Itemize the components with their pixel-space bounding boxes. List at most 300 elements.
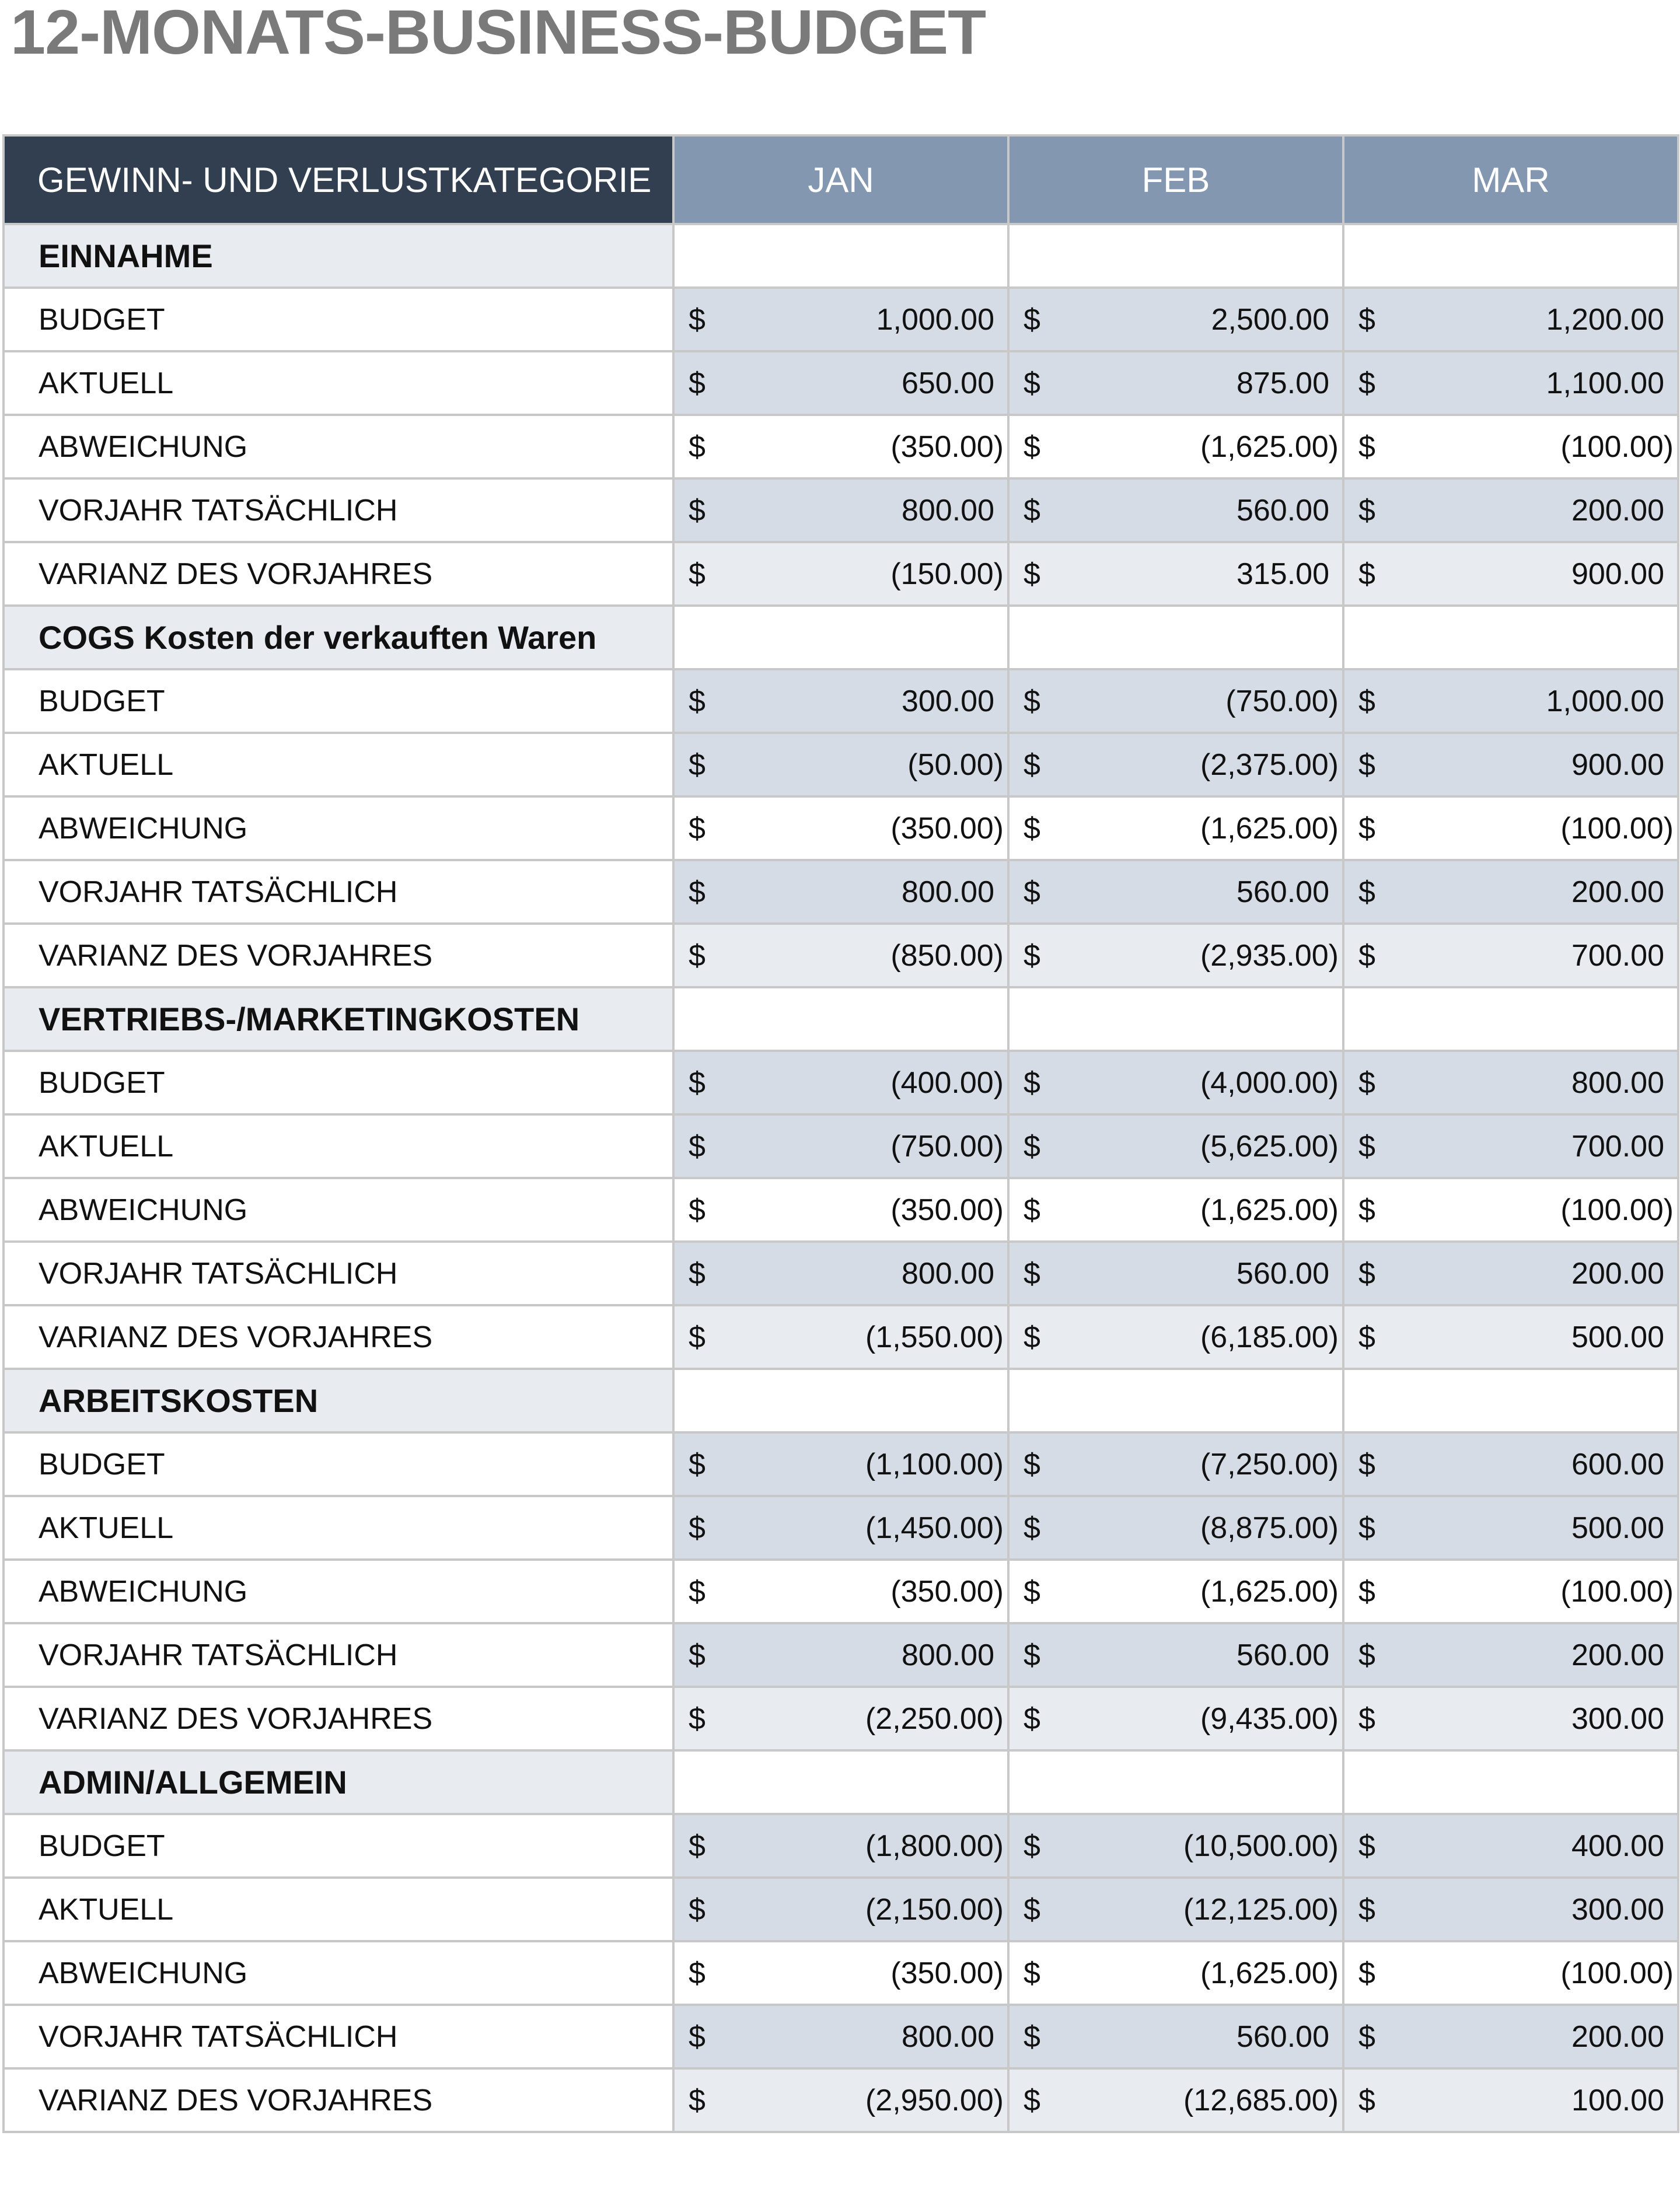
value-cell[interactable] — [1343, 796, 1678, 860]
amount-value: (350.00) — [890, 429, 1004, 464]
amount-value: 560.00 — [1236, 875, 1329, 909]
value-cell[interactable] — [1008, 351, 1343, 415]
table-row — [4, 1305, 1678, 1369]
currency-symbol: $ — [689, 1829, 705, 1863]
amount-value: 600.00 — [1571, 1447, 1664, 1481]
value-cell[interactable] — [1008, 1560, 1343, 1623]
amount-value: (100.00) — [1560, 1956, 1674, 1990]
empty-cell[interactable] — [1008, 224, 1343, 288]
table-row — [4, 1242, 1678, 1305]
value-cell[interactable] — [1008, 860, 1343, 924]
table-row — [4, 2005, 1678, 2068]
table-row — [4, 669, 1678, 733]
amount-value: (750.00) — [1225, 684, 1339, 718]
value-cell[interactable] — [1343, 1178, 1678, 1242]
amount-value: (1,625.00) — [1200, 811, 1339, 845]
table-row — [4, 1814, 1678, 1878]
value-cell[interactable] — [1008, 1687, 1343, 1750]
value-cell[interactable] — [1343, 924, 1678, 987]
row-label: AKTUELL — [4, 351, 673, 415]
currency-symbol: $ — [1024, 2083, 1040, 2117]
currency-symbol: $ — [1358, 1256, 1375, 1291]
amount-value: 800.00 — [901, 1638, 994, 1672]
amount-value: (1,100.00) — [865, 1447, 1004, 1481]
section-row — [4, 1750, 1678, 1814]
amount-value: (50.00) — [907, 747, 1004, 782]
value-cell[interactable] — [673, 1432, 1008, 1496]
row-label: AKTUELL — [4, 733, 673, 796]
value-cell[interactable] — [1008, 1941, 1343, 2005]
row-label: VORJAHR TATSÄCHLICH — [4, 2005, 673, 2068]
amount-value: (1,625.00) — [1200, 1574, 1339, 1609]
section-row — [4, 606, 1678, 669]
section-row — [4, 1369, 1678, 1432]
table-row — [4, 415, 1678, 478]
currency-symbol: $ — [689, 1511, 705, 1545]
currency-symbol: $ — [689, 302, 705, 337]
amount-value: (2,375.00) — [1200, 747, 1339, 782]
value-cell[interactable] — [673, 415, 1008, 478]
currency-symbol: $ — [689, 1129, 705, 1163]
empty-cell[interactable] — [1008, 987, 1343, 1051]
amount-value: 560.00 — [1236, 1638, 1329, 1672]
value-cell[interactable] — [1343, 1114, 1678, 1178]
currency-symbol: $ — [1024, 1447, 1040, 1481]
currency-symbol: $ — [1024, 747, 1040, 782]
row-label: ABWEICHUNG — [4, 1941, 673, 2005]
column-header-mar: MAR — [1343, 135, 1678, 224]
empty-cell[interactable] — [673, 1750, 1008, 1814]
currency-symbol: $ — [689, 1892, 705, 1927]
value-cell[interactable] — [1008, 1432, 1343, 1496]
amount-value: 2,500.00 — [1211, 302, 1329, 337]
section-title: ARBEITSKOSTEN — [4, 1369, 673, 1432]
value-cell[interactable] — [1008, 288, 1343, 351]
currency-symbol: $ — [689, 1638, 705, 1672]
currency-symbol: $ — [1024, 1574, 1040, 1609]
value-cell[interactable] — [673, 1560, 1008, 1623]
value-cell[interactable] — [1008, 1114, 1343, 1178]
amount-value: (750.00) — [890, 1129, 1004, 1163]
currency-symbol: $ — [1358, 1638, 1375, 1672]
currency-symbol: $ — [1358, 1447, 1375, 1481]
currency-symbol: $ — [1024, 1193, 1040, 1227]
value-cell[interactable] — [1343, 542, 1678, 606]
currency-symbol: $ — [1358, 493, 1375, 527]
row-label: BUDGET — [4, 1051, 673, 1114]
currency-symbol: $ — [1024, 1320, 1040, 1354]
row-label: VARIANZ DES VORJAHRES — [4, 1305, 673, 1369]
amount-value: 300.00 — [901, 684, 994, 718]
currency-symbol: $ — [689, 493, 705, 527]
currency-symbol: $ — [1024, 1892, 1040, 1927]
row-label: BUDGET — [4, 669, 673, 733]
amount-value: 500.00 — [1571, 1320, 1664, 1354]
value-cell[interactable] — [1008, 1623, 1343, 1687]
empty-cell[interactable] — [1008, 606, 1343, 669]
value-cell[interactable] — [673, 1814, 1008, 1878]
value-cell[interactable] — [1008, 2068, 1343, 2132]
row-label: VARIANZ DES VORJAHRES — [4, 1687, 673, 1750]
table-row — [4, 351, 1678, 415]
currency-symbol: $ — [1358, 2083, 1375, 2117]
amount-value: 800.00 — [901, 493, 994, 527]
row-label: VARIANZ DES VORJAHRES — [4, 924, 673, 987]
value-cell[interactable] — [1343, 1496, 1678, 1560]
value-cell[interactable] — [1008, 733, 1343, 796]
amount-value: (350.00) — [890, 1193, 1004, 1227]
table-row — [4, 1114, 1678, 1178]
currency-symbol: $ — [1024, 684, 1040, 718]
currency-symbol: $ — [689, 1065, 705, 1100]
table-row — [4, 478, 1678, 542]
value-cell[interactable] — [1008, 1051, 1343, 1114]
value-cell[interactable] — [673, 351, 1008, 415]
amount-value: (350.00) — [890, 811, 1004, 845]
table-row — [4, 1178, 1678, 1242]
value-cell[interactable] — [673, 1941, 1008, 2005]
row-label: AKTUELL — [4, 1496, 673, 1560]
value-cell[interactable] — [1008, 542, 1343, 606]
currency-symbol: $ — [689, 429, 705, 464]
value-cell[interactable] — [673, 1623, 1008, 1687]
amount-value: (12,685.00) — [1183, 2083, 1339, 2117]
currency-symbol: $ — [1358, 1065, 1375, 1100]
amount-value: 800.00 — [901, 1256, 994, 1291]
row-label: AKTUELL — [4, 1114, 673, 1178]
amount-value: 900.00 — [1571, 557, 1664, 591]
amount-value: 560.00 — [1236, 2019, 1329, 2054]
amount-value: (100.00) — [1560, 1574, 1674, 1609]
currency-symbol: $ — [1024, 429, 1040, 464]
currency-symbol: $ — [1024, 1701, 1040, 1736]
currency-symbol: $ — [1358, 1574, 1375, 1609]
value-cell[interactable] — [1008, 669, 1343, 733]
value-cell[interactable] — [673, 478, 1008, 542]
currency-symbol: $ — [1024, 1129, 1040, 1163]
currency-symbol: $ — [1358, 429, 1375, 464]
currency-symbol: $ — [1358, 1511, 1375, 1545]
section-row — [4, 987, 1678, 1051]
section-title: COGS Kosten der verkauften Waren — [4, 606, 673, 669]
value-cell[interactable] — [673, 542, 1008, 606]
amount-value: (100.00) — [1560, 429, 1674, 464]
amount-value: (1,625.00) — [1200, 1193, 1339, 1227]
currency-symbol: $ — [1024, 2019, 1040, 2054]
row-label: VARIANZ DES VORJAHRES — [4, 2068, 673, 2132]
currency-symbol: $ — [1358, 2019, 1375, 2054]
value-cell[interactable] — [1343, 478, 1678, 542]
currency-symbol: $ — [1024, 875, 1040, 909]
section-row — [4, 224, 1678, 288]
table-row — [4, 1051, 1678, 1114]
currency-symbol: $ — [689, 1320, 705, 1354]
value-cell[interactable] — [673, 733, 1008, 796]
value-cell[interactable] — [673, 796, 1008, 860]
value-cell[interactable] — [1343, 1814, 1678, 1878]
value-cell[interactable] — [673, 1178, 1008, 1242]
amount-value: (2,935.00) — [1200, 938, 1339, 973]
section-title: VERTRIEBS-/MARKETINGKOSTEN — [4, 987, 673, 1051]
amount-value: 700.00 — [1571, 938, 1664, 973]
currency-symbol: $ — [1358, 938, 1375, 973]
amount-value: (150.00) — [890, 557, 1004, 591]
currency-symbol: $ — [689, 875, 705, 909]
value-cell[interactable] — [673, 1687, 1008, 1750]
section-title: ADMIN/ALLGEMEIN — [4, 1750, 673, 1814]
value-cell[interactable] — [1343, 669, 1678, 733]
value-cell[interactable] — [1008, 1496, 1343, 1560]
currency-symbol: $ — [689, 1574, 705, 1609]
value-cell[interactable] — [1343, 1242, 1678, 1305]
table-row — [4, 288, 1678, 351]
table-header-row — [4, 135, 1678, 224]
amount-value: (2,950.00) — [865, 2083, 1004, 2117]
currency-symbol: $ — [689, 557, 705, 591]
amount-value: 200.00 — [1571, 875, 1664, 909]
value-cell[interactable] — [1343, 288, 1678, 351]
value-cell[interactable] — [1008, 2005, 1343, 2068]
currency-symbol: $ — [689, 1193, 705, 1227]
table-row — [4, 733, 1678, 796]
amount-value: (400.00) — [890, 1065, 1004, 1100]
value-cell[interactable] — [1343, 415, 1678, 478]
amount-value: 900.00 — [1571, 747, 1664, 782]
value-cell[interactable] — [1008, 796, 1343, 860]
empty-cell[interactable] — [1343, 224, 1678, 288]
currency-symbol: $ — [1024, 1829, 1040, 1863]
row-label: BUDGET — [4, 1814, 673, 1878]
empty-cell[interactable] — [673, 987, 1008, 1051]
table-row — [4, 542, 1678, 606]
amount-value: 1,000.00 — [1546, 684, 1664, 718]
currency-symbol: $ — [1024, 811, 1040, 845]
row-label: VORJAHR TATSÄCHLICH — [4, 1623, 673, 1687]
amount-value: 560.00 — [1236, 493, 1329, 527]
amount-value: (4,000.00) — [1200, 1065, 1339, 1100]
amount-value: 100.00 — [1571, 2083, 1664, 2117]
amount-value: (1,625.00) — [1200, 1956, 1339, 1990]
row-label: ABWEICHUNG — [4, 1178, 673, 1242]
value-cell[interactable] — [1343, 2068, 1678, 2132]
row-label: ABWEICHUNG — [4, 1560, 673, 1623]
currency-symbol: $ — [1358, 747, 1375, 782]
value-cell[interactable] — [673, 1242, 1008, 1305]
currency-symbol: $ — [689, 938, 705, 973]
currency-symbol: $ — [1358, 684, 1375, 718]
currency-symbol: $ — [1358, 557, 1375, 591]
currency-symbol: $ — [689, 2019, 705, 2054]
empty-cell[interactable] — [1008, 1369, 1343, 1432]
amount-value: (1,625.00) — [1200, 429, 1339, 464]
currency-symbol: $ — [689, 2083, 705, 2117]
empty-cell[interactable] — [1343, 1750, 1678, 1814]
amount-value: 1,200.00 — [1546, 302, 1664, 337]
amount-value: 200.00 — [1571, 493, 1664, 527]
table-row — [4, 1878, 1678, 1941]
value-cell[interactable] — [673, 1051, 1008, 1114]
value-cell[interactable] — [1008, 924, 1343, 987]
amount-value: 1,000.00 — [876, 302, 994, 337]
amount-value: (850.00) — [890, 938, 1004, 973]
currency-symbol: $ — [1358, 366, 1375, 400]
amount-value: 650.00 — [901, 366, 994, 400]
table-row — [4, 1496, 1678, 1560]
amount-value: (1,800.00) — [865, 1829, 1004, 1863]
amount-value: 400.00 — [1571, 1829, 1664, 1863]
amount-value: (2,150.00) — [865, 1892, 1004, 1927]
table-row — [4, 860, 1678, 924]
column-header-feb: FEB — [1008, 135, 1343, 224]
table-row — [4, 2068, 1678, 2132]
value-cell[interactable] — [1008, 478, 1343, 542]
currency-symbol: $ — [1358, 1701, 1375, 1736]
empty-cell[interactable] — [673, 1369, 1008, 1432]
value-cell[interactable] — [673, 1878, 1008, 1941]
value-cell[interactable] — [1343, 351, 1678, 415]
value-cell[interactable] — [1008, 1305, 1343, 1369]
amount-value: (7,250.00) — [1200, 1447, 1339, 1481]
currency-symbol: $ — [1024, 366, 1040, 400]
table-body — [4, 224, 1678, 2132]
currency-symbol: $ — [1024, 938, 1040, 973]
value-cell[interactable] — [1343, 2005, 1678, 2068]
value-cell[interactable] — [1008, 1178, 1343, 1242]
value-cell[interactable] — [1343, 733, 1678, 796]
empty-cell[interactable] — [1343, 606, 1678, 669]
value-cell[interactable] — [1008, 1878, 1343, 1941]
table-row — [4, 924, 1678, 987]
value-cell[interactable] — [673, 1114, 1008, 1178]
empty-cell[interactable] — [1343, 987, 1678, 1051]
value-cell[interactable] — [1008, 415, 1343, 478]
value-cell[interactable] — [1008, 1242, 1343, 1305]
amount-value: (5,625.00) — [1200, 1129, 1339, 1163]
currency-symbol: $ — [689, 684, 705, 718]
row-label: ABWEICHUNG — [4, 796, 673, 860]
section-title: EINNAHME — [4, 224, 673, 288]
empty-cell[interactable] — [673, 224, 1008, 288]
currency-symbol: $ — [689, 1701, 705, 1736]
amount-value: 700.00 — [1571, 1129, 1664, 1163]
value-cell[interactable] — [673, 1496, 1008, 1560]
currency-symbol: $ — [1358, 302, 1375, 337]
value-cell[interactable] — [673, 288, 1008, 351]
currency-symbol: $ — [1358, 1193, 1375, 1227]
table-row — [4, 1560, 1678, 1623]
value-cell[interactable] — [1343, 1051, 1678, 1114]
currency-symbol: $ — [1024, 1956, 1040, 1990]
table-row — [4, 1432, 1678, 1496]
amount-value: (12,125.00) — [1183, 1892, 1339, 1927]
amount-value: (6,185.00) — [1200, 1320, 1339, 1354]
currency-symbol: $ — [689, 747, 705, 782]
table-row — [4, 1687, 1678, 1750]
page-title: 12-MONATS-BUSINESS-BUDGET — [11, 0, 986, 67]
amount-value: 500.00 — [1571, 1511, 1664, 1545]
budget-table — [2, 134, 1679, 2133]
value-cell[interactable] — [673, 2005, 1008, 2068]
value-cell[interactable] — [1343, 1623, 1678, 1687]
value-cell[interactable] — [673, 669, 1008, 733]
amount-value: (9,435.00) — [1200, 1701, 1339, 1736]
amount-value: (1,550.00) — [865, 1320, 1004, 1354]
currency-symbol: $ — [689, 1956, 705, 1990]
amount-value: (2,250.00) — [865, 1701, 1004, 1736]
value-cell[interactable] — [1343, 1941, 1678, 2005]
amount-value: (1,450.00) — [865, 1511, 1004, 1545]
amount-value: 1,100.00 — [1546, 366, 1664, 400]
currency-symbol: $ — [1024, 302, 1040, 337]
table-row — [4, 1941, 1678, 2005]
row-label: VORJAHR TATSÄCHLICH — [4, 478, 673, 542]
value-cell[interactable] — [1008, 1814, 1343, 1878]
amount-value: 800.00 — [901, 875, 994, 909]
value-cell[interactable] — [673, 860, 1008, 924]
amount-value: 200.00 — [1571, 1638, 1664, 1672]
currency-symbol: $ — [1358, 875, 1375, 909]
currency-symbol: $ — [689, 366, 705, 400]
empty-cell[interactable] — [673, 606, 1008, 669]
value-cell[interactable] — [1343, 1878, 1678, 1941]
row-label: VORJAHR TATSÄCHLICH — [4, 1242, 673, 1305]
currency-symbol: $ — [1024, 1256, 1040, 1291]
value-cell[interactable] — [1343, 860, 1678, 924]
row-label: VARIANZ DES VORJAHRES — [4, 542, 673, 606]
currency-symbol: $ — [1358, 1320, 1375, 1354]
row-label: VORJAHR TATSÄCHLICH — [4, 860, 673, 924]
amount-value: (10,500.00) — [1183, 1829, 1339, 1863]
value-cell[interactable] — [1343, 1560, 1678, 1623]
currency-symbol: $ — [1024, 557, 1040, 591]
currency-symbol: $ — [689, 1256, 705, 1291]
value-cell[interactable] — [1343, 1305, 1678, 1369]
value-cell[interactable] — [673, 2068, 1008, 2132]
amount-value: (100.00) — [1560, 811, 1674, 845]
column-header-category: GEWINN- UND VERLUSTKATEGORIE — [4, 135, 673, 224]
row-label: AKTUELL — [4, 1878, 673, 1941]
value-cell[interactable] — [673, 1305, 1008, 1369]
row-label: BUDGET — [4, 1432, 673, 1496]
currency-symbol: $ — [1358, 1129, 1375, 1163]
currency-symbol: $ — [689, 811, 705, 845]
amount-value: 800.00 — [1571, 1065, 1664, 1100]
row-label: BUDGET — [4, 288, 673, 351]
amount-value: (350.00) — [890, 1574, 1004, 1609]
amount-value: 300.00 — [1571, 1892, 1664, 1927]
amount-value: 875.00 — [1236, 366, 1329, 400]
amount-value: 560.00 — [1236, 1256, 1329, 1291]
empty-cell[interactable] — [1008, 1750, 1343, 1814]
empty-cell[interactable] — [1343, 1369, 1678, 1432]
amount-value: (8,875.00) — [1200, 1511, 1339, 1545]
column-header-jan: JAN — [673, 135, 1008, 224]
currency-symbol: $ — [1358, 1956, 1375, 1990]
currency-symbol: $ — [689, 1447, 705, 1481]
amount-value: 200.00 — [1571, 2019, 1664, 2054]
currency-symbol: $ — [1024, 493, 1040, 527]
row-label: ABWEICHUNG — [4, 415, 673, 478]
value-cell[interactable] — [1343, 1432, 1678, 1496]
value-cell[interactable] — [1343, 1687, 1678, 1750]
currency-symbol: $ — [1358, 811, 1375, 845]
amount-value: 800.00 — [901, 2019, 994, 2054]
value-cell[interactable] — [673, 924, 1008, 987]
amount-value: (350.00) — [890, 1956, 1004, 1990]
currency-symbol: $ — [1024, 1065, 1040, 1100]
currency-symbol: $ — [1358, 1829, 1375, 1863]
amount-value: 300.00 — [1571, 1701, 1664, 1736]
